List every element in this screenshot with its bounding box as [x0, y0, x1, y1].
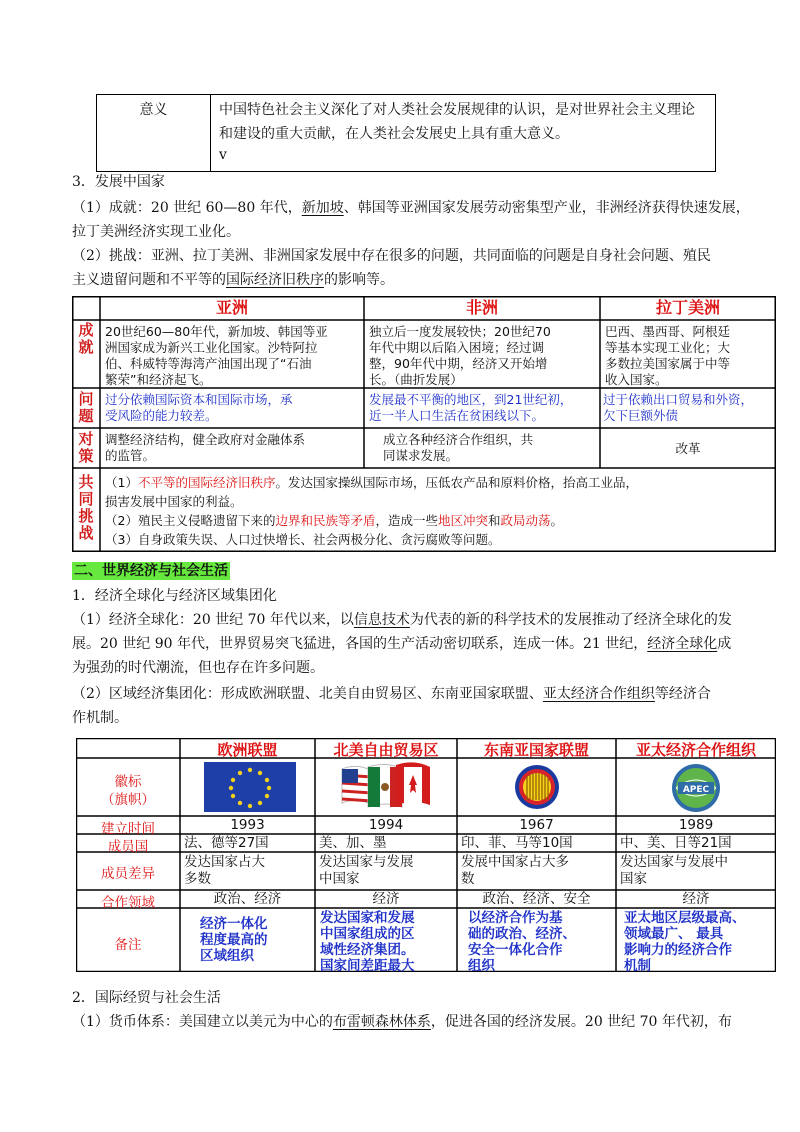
apec-note: 亚太地区层级最高、 领域最广、 最具 影响力的经济合作 机制 — [624, 910, 746, 974]
asean-year: 1967 — [519, 817, 554, 833]
header-latin-america: 拉丁美洲 — [655, 298, 720, 317]
s3-paragraph-1: （1）成就：20 世纪 60—80 年代，新加坡、韩国等亚洲国家发展劳动密集型产业，非洲经济获得快速发展， — [72, 200, 750, 216]
apec-members: 中、美、日等21国 — [620, 835, 732, 851]
eu-year: 1993 — [230, 817, 265, 833]
row-label-flag: （旗帜） — [101, 792, 155, 808]
eu-difference: 发达国家占大 多数 — [184, 854, 265, 887]
asean-difference: 发展中国家占大多 数 — [461, 854, 569, 887]
row-label-members: 成员国 — [107, 839, 149, 855]
nafta-flags-icon — [338, 761, 434, 813]
eu-flag-icon — [204, 762, 296, 812]
org-header-asean: 东南亚国家联盟 — [483, 741, 589, 759]
apec-logo-text: APEC — [682, 785, 710, 795]
eu-note: 经济一体化 程度最高的 区域组织 — [200, 916, 268, 964]
nafta-fields: 经济 — [372, 891, 400, 907]
asean-fields: 政治、经济、安全 — [482, 891, 591, 907]
org-header-eu: 欧洲联盟 — [217, 741, 278, 759]
s2-paragraph-3: （1）货币体系：美国建立以美元为中心的布雷顿森林体系，促进各国的经济发展。20 世纪 70 年代初，布 — [72, 1014, 732, 1030]
asia-policy: 调整经济结构，健全政府对金融体系 的监管。 — [105, 432, 306, 463]
region-comparison-table — [72, 296, 776, 552]
apec-logo-icon — [664, 762, 728, 814]
s2-paragraph-1: （1）经济全球化：20 世纪 70 年代以来，以信息技术为代表的新的科学技术的发展推动了经济全球化的发 — [72, 612, 732, 628]
s2-subtitle-1: 1．经济全球化与经济区域集团化 — [72, 588, 277, 604]
s2-subtitle-2: 2．国际经贸与社会生活 — [72, 990, 221, 1006]
row-label-notes: 备注 — [114, 937, 142, 953]
apec-difference: 发达国家与发展中 国家 — [620, 854, 728, 887]
s2-paragraph-1-cont: 展。20 世纪 90 年代，世界贸易突飞猛进，各国的生产活动密切联系，连成一体。21 世纪，经济全球化成 — [72, 636, 732, 652]
meaning-line-2: 和建设的重大贡献，在人类社会发展史上具有重大意义。 — [219, 126, 569, 142]
org-header-nafta: 北美自由贸易区 — [333, 741, 439, 759]
asean-emblem-icon — [514, 762, 560, 812]
apec-year: 1989 — [678, 817, 714, 833]
row-label-differences: 成员差异 — [101, 866, 155, 882]
africa-achievement: 独立后一度发展较快；20世纪70 年代中期以后陷入困境；经过调 整，90年代中期，经济又开始增 长。（曲折发展） — [369, 324, 551, 387]
eu-members: 法、德等27国 — [184, 835, 269, 851]
s2-paragraph-2-cont: 作机制。 — [72, 710, 128, 726]
eu-fields: 政治、经济 — [213, 891, 282, 907]
asean-members: 印、菲、马等10国 — [461, 835, 573, 851]
section-3-title: 3．发展中国家 — [72, 174, 165, 190]
row-label-fields: 合作领域 — [101, 895, 155, 911]
s2-paragraph-1-end: 为强劲的时代潮流，但也存在许多问题。 — [72, 660, 324, 676]
side-problem: 问题 — [78, 390, 94, 425]
latam-achievement: 巴西、墨西哥、阿根廷 等基本实现工业化；大 多数拉美国家属于中等 收入国家。 — [605, 324, 731, 387]
africa-problem: 发展最不平衡的地区，到21世纪初， 近一半人口生活在贫困线以下。 — [369, 392, 573, 423]
meaning-line-1: 中国特色社会主义深化了对人类社会发展规律的认识，是对世界社会主义理论 — [219, 102, 695, 118]
latam-problem: 过于依赖出口贸易和外资， 欠下巨额外债 — [603, 392, 754, 423]
section-2-heading: 二、世界经济与社会生活 — [74, 563, 228, 579]
asia-achievement: 20世纪60—80年代，新加坡、韩国等亚 洲国家成为新兴工业化国家。沙特阿拉 伯、科威特等海湾产油国出现了“石油 繁荣”和经济起飞。 — [105, 324, 328, 387]
s3-paragraph-1-cont: 拉丁美洲经济实现工业化。 — [72, 224, 240, 240]
asean-note: 以经济合作为基 础的政治、经济、 安全一体化合作 组织 — [468, 910, 576, 974]
side-policy: 对策 — [78, 430, 94, 465]
latam-policy: 改革 — [675, 441, 701, 456]
nafta-members: 美、加、墨 — [319, 835, 387, 851]
s3-paragraph-2: （2）挑战：亚洲、拉丁美洲、非洲国家发展中存在很多的问题，共同面临的问题是自身社会问题、殖民 — [72, 248, 711, 264]
org-header-apec: 亚太经济合作组织 — [635, 741, 756, 759]
nafta-note: 发达国家和发展 中国家组成的区 域性经济集团。 国家间差距最大 — [320, 910, 415, 974]
meaning-table — [96, 94, 716, 172]
nafta-difference: 发达国家与发展 中国家 — [319, 854, 414, 887]
s2-paragraph-2: （2）区域经济集团化：形成欧洲联盟、北美自由贸易区、东南亚国家联盟、亚太经济合作组织等经济合 — [72, 686, 711, 702]
nafta-year: 1994 — [368, 817, 404, 833]
header-asia: 亚洲 — [215, 298, 248, 317]
row-label-emblem: 徽标 — [114, 774, 142, 790]
common-challenges: （1）不平等的国际经济旧秩序。发达国家操纵国际市场，压低农产品和原料价格，抬高工业品， 损害发展中国家的利益。 （2）殖民主义侵略遗留下来的边界和民族等矛盾，造成一些地区冲突和政局动荡。 （3）自身政策失误、人口过快增长、社会两极分化、贪污腐败等问题。 — [105, 475, 638, 547]
africa-policy: 成立各种经济合作组织，共 同谋求发展。 — [383, 432, 534, 463]
side-common-challenge: 共同挑战 — [78, 473, 94, 542]
apec-fields: 经济 — [682, 891, 710, 907]
asia-problem: 过分依赖国际资本和国际市场，承 受风险的能力较差。 — [105, 392, 293, 423]
header-africa: 非洲 — [465, 298, 498, 317]
meaning-label-cell — [97, 95, 211, 171]
economic-organizations-table — [76, 738, 776, 972]
s3-paragraph-2-cont: 主义遗留问题和不平等的国际经济旧秩序的影响等。 — [72, 272, 394, 288]
meaning-line-3: v — [219, 147, 227, 163]
side-achievement: 成就 — [78, 321, 94, 356]
row-label-founded: 建立时间 — [101, 821, 155, 837]
meaning-label: 意义 — [139, 102, 168, 118]
